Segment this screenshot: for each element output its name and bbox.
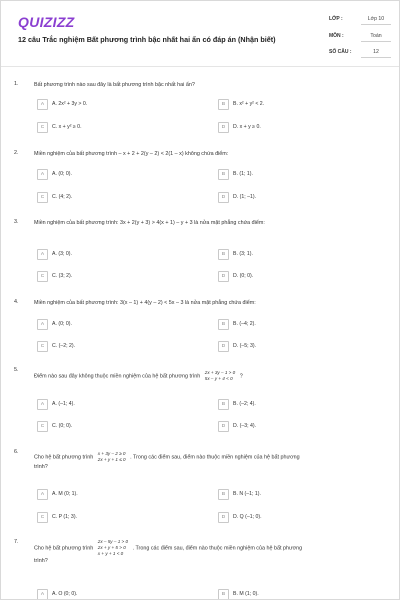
option-letter: C bbox=[37, 512, 48, 523]
option-letter: B bbox=[218, 99, 229, 110]
option-letter: B bbox=[218, 319, 229, 330]
question-number: 2. bbox=[14, 150, 19, 156]
option-text: A. (0; 0). bbox=[52, 321, 72, 327]
option-text: B. M (1; 0). bbox=[233, 591, 259, 597]
meta-label-count: SỐ CÂU : bbox=[329, 49, 352, 55]
question-text bbox=[34, 539, 381, 566]
question-text-tail-2: trình? bbox=[34, 558, 48, 564]
option-text: C. (–2; 2). bbox=[52, 343, 76, 349]
option-text: D. x + y ≥ 0. bbox=[233, 124, 261, 130]
question-text: Miền nghiệm của bất phương trình: 3x + 2(y + 3) > 4(x + 1) – y + 3 là nửa mặt phẳng chứa điểm: bbox=[34, 220, 265, 226]
option-letter: B bbox=[218, 169, 229, 180]
option-letter: A bbox=[37, 589, 48, 600]
option-letter: B bbox=[218, 589, 229, 600]
option-letter: C bbox=[37, 192, 48, 203]
option-text: B. N (–1; 1). bbox=[233, 491, 261, 497]
worksheet-title: 12 câu Trắc nghiệm Bất phương trình bậc nhất hai ẩn có đáp án (Nhận biết) bbox=[18, 35, 276, 44]
system-line-1: 2x + 3y – 1 > 0 bbox=[204, 370, 236, 375]
inequality-system bbox=[98, 451, 126, 463]
question-text-tail: ? bbox=[239, 373, 243, 380]
option-text: C. x + y² ≥ 0. bbox=[52, 124, 82, 130]
question-number: 4. bbox=[14, 299, 19, 305]
meta-value-class: Lớp 10 bbox=[361, 16, 391, 25]
meta-label-subject: MÔN : bbox=[329, 33, 344, 39]
meta-value-subject: Toán bbox=[361, 33, 391, 42]
option-text: A. 2x² + 3y > 0. bbox=[52, 101, 88, 107]
option-text: C. (4; 2). bbox=[52, 194, 73, 200]
worksheet-header bbox=[1, 1, 400, 67]
option-text: B. x² + y² < 2. bbox=[233, 101, 265, 107]
meta-value-count: 12 bbox=[361, 49, 391, 58]
option-text: A. (–1; 4). bbox=[52, 401, 75, 407]
option-text: D. Q (–1; 0). bbox=[233, 514, 262, 520]
option-text: B. (1; 1). bbox=[233, 171, 253, 177]
option-text: D. (–5; 3). bbox=[233, 343, 257, 349]
option-letter: C bbox=[37, 341, 48, 352]
quizizz-logo: QUIZIZZ bbox=[18, 14, 75, 30]
system-line-2: 5x – y + 4 < 0 bbox=[204, 376, 233, 381]
option-text: C. P (1; 3). bbox=[52, 514, 77, 520]
question-text-lead: Cho hệ bất phương trình bbox=[34, 545, 94, 552]
option-letter: A bbox=[37, 319, 48, 330]
option-text: C. (3; 2). bbox=[52, 273, 73, 279]
option-letter: B bbox=[218, 399, 229, 410]
meta-label-class: LỚP : bbox=[329, 16, 343, 22]
question-number: 1. bbox=[14, 81, 19, 87]
option-letter: D bbox=[218, 512, 229, 523]
option-text: D. (–3; 4). bbox=[233, 423, 257, 429]
option-letter: B bbox=[218, 489, 229, 500]
option-letter: D bbox=[218, 421, 229, 432]
option-letter: A bbox=[37, 169, 48, 180]
option-letter: A bbox=[37, 399, 48, 410]
option-text: D. (0; 0). bbox=[233, 273, 254, 279]
option-letter: D bbox=[218, 192, 229, 203]
option-text: B. (3; 1). bbox=[233, 251, 253, 257]
option-text: C. (0; 0). bbox=[52, 423, 73, 429]
question-text: Miền nghiệm của bất phương trình: 3(x – 1) + 4(y – 2) < 5x – 3 là nửa mặt phẳng chứa điểm: bbox=[34, 300, 256, 306]
option-letter: D bbox=[218, 341, 229, 352]
option-letter: B bbox=[218, 249, 229, 260]
option-text: D. (1; –1). bbox=[233, 194, 257, 200]
question-number: 6. bbox=[14, 449, 19, 455]
question-text: Bất phương trình nào sau đây là bất phương trình bậc nhất hai ẩn? bbox=[34, 82, 195, 88]
question-text-tail: . Trong các điểm sau, điểm nào thuộc miền nghiệm của hệ bất phương bbox=[130, 454, 300, 461]
question-text bbox=[34, 370, 381, 382]
option-text: A. (3; 0). bbox=[52, 251, 72, 257]
question-number: 7. bbox=[14, 539, 19, 545]
question-text-lead: Cho hệ bất phương trình bbox=[34, 454, 94, 461]
option-text: B. (–4; 2). bbox=[233, 321, 256, 327]
system-line-1: x + 3y – 2 ≥ 0 bbox=[97, 451, 126, 456]
option-letter: C bbox=[37, 271, 48, 282]
inequality-system bbox=[98, 539, 128, 557]
question-text bbox=[34, 451, 381, 472]
option-letter: C bbox=[37, 122, 48, 133]
inequality-system bbox=[205, 370, 235, 382]
option-letter: C bbox=[37, 421, 48, 432]
question-text-lead: Điểm nào sau đây không thuộc miền nghiệm của hệ bất phương trình bbox=[34, 373, 201, 380]
option-letter: A bbox=[37, 249, 48, 260]
option-letter: D bbox=[218, 271, 229, 282]
system-line-2: 2x + y + 1 ≤ 0 bbox=[97, 457, 126, 462]
option-letter: D bbox=[218, 122, 229, 133]
system-line-3: x + y + 1 < 0 bbox=[97, 551, 124, 556]
question-text-tail-2: trình? bbox=[34, 464, 48, 470]
option-text: A. (0; 0). bbox=[52, 171, 72, 177]
option-text: A. O (0; 0). bbox=[52, 591, 78, 597]
question-text-tail: . Trong các điểm sau, điểm nào thuộc miền nghiệm của hệ bất phương bbox=[132, 545, 303, 552]
option-text: B. (–2; 4). bbox=[233, 401, 256, 407]
question-number: 5. bbox=[14, 367, 19, 373]
system-line-2: 2x + y + 5 > 0 bbox=[97, 545, 126, 550]
question-number: 3. bbox=[14, 219, 19, 225]
option-letter: A bbox=[37, 489, 48, 500]
option-text: A. M (0; 1). bbox=[52, 491, 78, 497]
system-line-1: 2x – 5y – 1 > 0 bbox=[97, 539, 129, 544]
question-text: Miền nghiệm của bất phương trình – x + 2 + 2(y – 2) < 2(1 – x) không chứa điểm: bbox=[34, 151, 229, 157]
option-letter: A bbox=[37, 99, 48, 110]
